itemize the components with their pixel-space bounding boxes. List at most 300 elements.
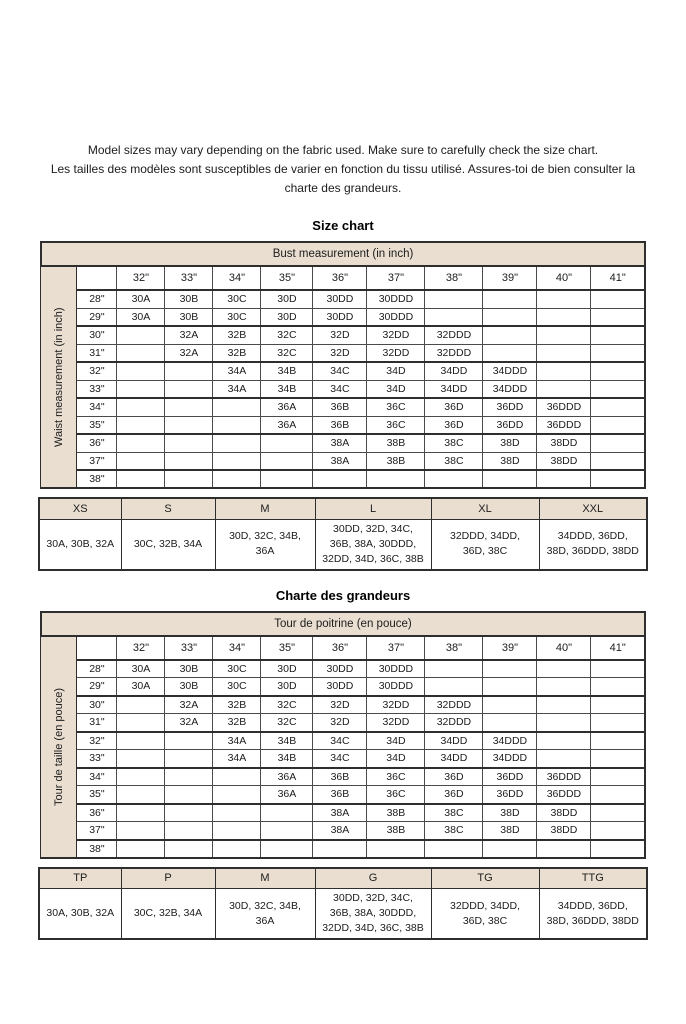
bra-size-cell	[213, 452, 261, 470]
bra-size-cell	[591, 750, 645, 768]
bust-measurement-header: Bust measurement (in inch)	[41, 242, 645, 266]
bra-size-cell: 34DD	[425, 380, 483, 398]
size-values-cell: 32DDD, 34DD, 36D, 38C	[431, 519, 539, 570]
bust-column-header: 40"	[537, 266, 591, 290]
matrix-row	[41, 714, 645, 732]
bra-size-cell: 30A	[117, 290, 165, 308]
notice-text-fr: Les tailles des modèles sont susceptibles de varier en fonction du tissu utilisé. Assures-toi de bien consulter la charte des grandeurs.	[50, 162, 636, 195]
bra-size-cell: 30DD	[313, 678, 367, 696]
bra-size-cell: 30B	[165, 308, 213, 326]
bra-size-cell: 30D	[261, 678, 313, 696]
bra-size-cell	[591, 660, 645, 678]
bust-column-header: 32"	[117, 266, 165, 290]
bust-column-header: 36"	[313, 266, 367, 290]
bust-waist-table-fr	[40, 611, 646, 859]
bra-size-cell	[165, 804, 213, 822]
bra-size-cell	[213, 434, 261, 452]
matrix-row	[41, 398, 645, 416]
size-label-header: L	[315, 498, 431, 519]
bra-size-cell	[425, 840, 483, 858]
bra-size-cell: 30A	[117, 678, 165, 696]
bra-size-cell	[591, 308, 645, 326]
bra-size-cell	[117, 732, 165, 750]
bust-column-header: 36"	[313, 636, 367, 660]
bra-size-cell	[425, 470, 483, 488]
waist-row-label: 34"	[77, 398, 117, 416]
matrix-column-header-row	[41, 636, 645, 660]
bra-size-cell	[117, 804, 165, 822]
bra-size-cell: 32A	[165, 326, 213, 344]
bra-size-cell	[117, 434, 165, 452]
bra-size-cell	[261, 434, 313, 452]
bra-size-cell: 38A	[313, 452, 367, 470]
matrix-header-row	[41, 612, 645, 636]
bust-column-header: 35"	[261, 636, 313, 660]
bra-size-cell	[537, 290, 591, 308]
bra-size-cell	[117, 362, 165, 380]
size-values-cell: 30D, 32C, 34B, 36A	[215, 519, 315, 570]
bra-size-cell: 36DDD	[537, 398, 591, 416]
bra-size-cell	[117, 786, 165, 804]
bra-size-cell	[591, 290, 645, 308]
bust-column-header: 39"	[483, 636, 537, 660]
bra-size-cell: 30DD	[313, 290, 367, 308]
bra-size-cell	[537, 380, 591, 398]
waist-row-label: 28"	[77, 290, 117, 308]
bra-size-cell: 32D	[313, 696, 367, 714]
bra-size-cell	[117, 750, 165, 768]
bra-size-cell: 36D	[425, 398, 483, 416]
bra-size-cell: 34DD	[425, 750, 483, 768]
bra-size-cell	[591, 786, 645, 804]
bra-size-cell: 38C	[425, 434, 483, 452]
bra-size-cell	[117, 344, 165, 362]
size-label-header: XXL	[539, 498, 647, 519]
waist-row-label: 33"	[77, 750, 117, 768]
matrix-row	[41, 696, 645, 714]
matrix-row	[41, 380, 645, 398]
bra-size-cell	[117, 822, 165, 840]
bra-size-cell	[537, 732, 591, 750]
bra-size-cell	[165, 732, 213, 750]
matrix-row	[41, 416, 645, 434]
bra-size-cell: 36DDD	[537, 768, 591, 786]
bra-size-cell	[117, 416, 165, 434]
waist-row-label: 29"	[77, 308, 117, 326]
bra-size-cell	[165, 434, 213, 452]
bra-size-cell: 30D	[261, 290, 313, 308]
matrix-row	[41, 452, 645, 470]
bust-column-header: 40"	[537, 636, 591, 660]
bra-size-cell: 34D	[367, 380, 425, 398]
bra-size-cell	[591, 678, 645, 696]
matrix-row	[41, 768, 645, 786]
bra-size-cell: 36A	[261, 398, 313, 416]
matrix-row	[41, 326, 645, 344]
bust-column-header: 38"	[425, 636, 483, 660]
waist-row-label: 37"	[77, 452, 117, 470]
matrix-row	[41, 822, 645, 840]
waist-row-label: 32"	[77, 732, 117, 750]
bra-size-cell: 34B	[261, 732, 313, 750]
bra-size-cell: 34DDD	[483, 380, 537, 398]
bra-size-cell	[591, 398, 645, 416]
bra-size-cell: 38DD	[537, 452, 591, 470]
matrix-row	[41, 660, 645, 678]
bra-size-cell: 36DD	[483, 786, 537, 804]
bra-size-cell: 38C	[425, 822, 483, 840]
bra-size-cell: 36A	[261, 416, 313, 434]
bra-size-cell: 36B	[313, 398, 367, 416]
bra-size-cell: 34D	[367, 732, 425, 750]
bra-size-cell: 34C	[313, 362, 367, 380]
waist-row-label: 38"	[77, 470, 117, 488]
bra-size-cell: 36A	[261, 768, 313, 786]
waist-row-label: 31"	[77, 714, 117, 732]
waist-row-label: 36"	[77, 804, 117, 822]
size-label-header: TTG	[539, 868, 647, 889]
bra-size-cell	[367, 470, 425, 488]
matrix-row	[41, 750, 645, 768]
corner-cell	[77, 266, 117, 290]
bra-size-cell: 36C	[367, 398, 425, 416]
bra-size-cell: 30B	[165, 678, 213, 696]
bra-size-cell: 34B	[261, 362, 313, 380]
bra-size-cell: 36D	[425, 768, 483, 786]
bra-size-cell: 34DD	[425, 362, 483, 380]
bra-size-cell: 34C	[313, 732, 367, 750]
bra-size-cell: 32DDD	[425, 696, 483, 714]
bra-size-cell	[165, 750, 213, 768]
bra-size-cell	[591, 362, 645, 380]
waist-row-label: 38"	[77, 840, 117, 858]
bra-size-cell: 38D	[483, 822, 537, 840]
bra-size-cell: 36B	[313, 416, 367, 434]
bra-size-cell: 34B	[261, 750, 313, 768]
bra-size-cell: 34A	[213, 750, 261, 768]
bust-column-header: 33"	[165, 266, 213, 290]
bra-size-cell: 30DD	[313, 308, 367, 326]
bra-size-cell: 38D	[483, 434, 537, 452]
bust-column-header: 35"	[261, 266, 313, 290]
bra-size-cell: 32D	[313, 326, 367, 344]
size-label-header: TG	[431, 868, 539, 889]
bra-size-cell	[591, 696, 645, 714]
bra-size-cell: 38A	[313, 804, 367, 822]
bra-size-cell	[537, 714, 591, 732]
bra-size-cell: 34DDD	[483, 732, 537, 750]
bra-size-cell	[213, 786, 261, 804]
bust-measurement-header: Tour de poitrine (en pouce)	[41, 612, 645, 636]
bra-size-cell: 30B	[165, 660, 213, 678]
bra-size-cell: 38B	[367, 822, 425, 840]
bra-size-cell	[313, 470, 367, 488]
bra-size-cell: 36DD	[483, 768, 537, 786]
bra-size-cell: 32B	[213, 344, 261, 362]
bra-size-cell: 34DDD	[483, 362, 537, 380]
bra-size-cell	[591, 326, 645, 344]
bra-size-cell: 38B	[367, 804, 425, 822]
bra-size-cell	[537, 362, 591, 380]
bra-size-cell	[117, 840, 165, 858]
bra-size-cell	[165, 470, 213, 488]
size-values-cell: 34DDD, 36DD, 38D, 36DDD, 38DD	[539, 519, 647, 570]
matrix-row	[41, 678, 645, 696]
bra-size-cell: 34A	[213, 362, 261, 380]
bra-size-cell	[537, 660, 591, 678]
bra-size-cell	[591, 822, 645, 840]
bra-size-cell: 38A	[313, 822, 367, 840]
size-label-header: XS	[39, 498, 121, 519]
bra-size-cell: 34C	[313, 750, 367, 768]
section-title-fr: Charte des grandeurs	[275, 587, 411, 603]
bra-size-cell: 36DDD	[537, 416, 591, 434]
bra-size-cell	[591, 804, 645, 822]
bra-size-cell	[483, 470, 537, 488]
bra-size-cell	[213, 398, 261, 416]
bra-size-cell	[591, 840, 645, 858]
bra-size-cell: 32DDD	[425, 326, 483, 344]
bra-size-cell	[483, 660, 537, 678]
size-label-header: M	[215, 868, 315, 889]
waist-row-label: 35"	[77, 416, 117, 434]
bust-waist-table-en	[40, 241, 646, 489]
bra-size-cell: 32B	[213, 326, 261, 344]
matrix-header-row	[41, 242, 645, 266]
bra-size-cell: 36D	[425, 786, 483, 804]
size-values-cell: 32DDD, 34DD, 36D, 38C	[431, 889, 539, 940]
matrix-row	[41, 344, 645, 362]
size-values-cell: 30DD, 32D, 34C, 36B, 38A, 30DDD, 32DD, 34D, 36C, 38B	[315, 519, 431, 570]
bra-size-cell	[213, 416, 261, 434]
bra-size-cell: 38C	[425, 804, 483, 822]
bra-size-cell	[537, 344, 591, 362]
bra-size-cell: 32B	[213, 714, 261, 732]
bra-size-cell	[117, 398, 165, 416]
bust-column-header: 37"	[367, 266, 425, 290]
bra-size-cell	[117, 326, 165, 344]
bra-size-cell: 38DD	[537, 804, 591, 822]
size-values-cell: 30D, 32C, 34B, 36A	[215, 889, 315, 940]
bra-size-cell	[261, 822, 313, 840]
bra-size-cell	[591, 434, 645, 452]
bust-column-header: 41"	[591, 266, 645, 290]
bra-size-cell	[537, 678, 591, 696]
bra-size-cell: 38B	[367, 452, 425, 470]
bra-size-cell	[483, 326, 537, 344]
size-values-cell: 30C, 32B, 34A	[121, 889, 215, 940]
bra-size-cell	[165, 416, 213, 434]
bra-size-cell	[313, 840, 367, 858]
bra-size-cell: 32A	[165, 344, 213, 362]
bra-size-cell: 36C	[367, 416, 425, 434]
bra-size-cell	[213, 768, 261, 786]
bra-size-cell	[165, 380, 213, 398]
bra-size-cell: 30DDD	[367, 660, 425, 678]
bra-size-cell: 36C	[367, 786, 425, 804]
bra-size-cell	[537, 750, 591, 768]
waist-row-label: 30"	[77, 326, 117, 344]
bra-size-cell	[591, 470, 645, 488]
bust-column-header: 32"	[117, 636, 165, 660]
bra-size-cell: 34A	[213, 380, 261, 398]
bra-size-cell	[537, 308, 591, 326]
notice	[0, 0, 686, 198]
matrix-row	[41, 786, 645, 804]
bra-size-cell: 36C	[367, 768, 425, 786]
bra-size-cell: 32DDD	[425, 344, 483, 362]
bra-size-cell: 32C	[261, 696, 313, 714]
bust-column-header: 33"	[165, 636, 213, 660]
waist-row-label: 36"	[77, 434, 117, 452]
size-values-cell: 30A, 30B, 32A	[39, 889, 121, 940]
matrix-row	[41, 732, 645, 750]
bra-size-cell	[117, 714, 165, 732]
matrix-row	[41, 840, 645, 858]
bra-size-cell: 32A	[165, 696, 213, 714]
bra-size-cell	[425, 660, 483, 678]
bra-size-cell	[117, 768, 165, 786]
size-label-header: M	[215, 498, 315, 519]
bra-size-cell	[261, 840, 313, 858]
bra-size-cell	[483, 308, 537, 326]
bra-size-cell	[117, 452, 165, 470]
size-label-header: P	[121, 868, 215, 889]
corner-cell	[77, 636, 117, 660]
waist-row-label: 31"	[77, 344, 117, 362]
letter-size-table-fr	[38, 867, 648, 941]
bra-size-cell	[165, 362, 213, 380]
bust-column-header: 34"	[213, 636, 261, 660]
size-label-header: TP	[39, 868, 121, 889]
waist-row-label: 34"	[77, 768, 117, 786]
bra-size-cell	[367, 840, 425, 858]
size-values-cell: 30DD, 32D, 34C, 36B, 38A, 30DDD, 32DD, 34D, 36C, 38B	[315, 889, 431, 940]
bra-size-cell: 30DDD	[367, 678, 425, 696]
size-values-row	[39, 519, 647, 570]
bra-size-cell: 34A	[213, 732, 261, 750]
bra-size-cell	[117, 696, 165, 714]
section-size-chart-en	[0, 218, 686, 571]
section-size-chart-fr	[0, 588, 686, 941]
size-label-header: XL	[431, 498, 539, 519]
bra-size-cell	[591, 768, 645, 786]
size-label-header: G	[315, 868, 431, 889]
bra-size-cell	[483, 678, 537, 696]
bra-size-cell	[591, 452, 645, 470]
letter-size-table-en	[38, 497, 648, 571]
matrix-row	[41, 362, 645, 380]
waist-row-label: 37"	[77, 822, 117, 840]
bust-column-header: 37"	[367, 636, 425, 660]
bra-size-cell	[261, 452, 313, 470]
bra-size-cell: 30A	[117, 308, 165, 326]
bra-size-cell	[537, 696, 591, 714]
size-values-cell: 34DDD, 36DD, 38D, 36DDD, 38DD	[539, 889, 647, 940]
bra-size-cell: 36A	[261, 786, 313, 804]
bust-column-header: 34"	[213, 266, 261, 290]
bra-size-cell	[213, 840, 261, 858]
bra-size-cell: 34C	[313, 380, 367, 398]
bra-size-cell	[165, 768, 213, 786]
bra-size-cell	[213, 822, 261, 840]
bra-size-cell	[483, 840, 537, 858]
bra-size-cell: 38A	[313, 434, 367, 452]
waist-row-label: 30"	[77, 696, 117, 714]
bra-size-cell: 30C	[213, 308, 261, 326]
bra-size-cell: 32D	[313, 344, 367, 362]
bra-size-cell	[165, 452, 213, 470]
size-label-header: S	[121, 498, 215, 519]
bra-size-cell	[425, 308, 483, 326]
bra-size-cell	[537, 326, 591, 344]
bra-size-cell	[425, 678, 483, 696]
bra-size-cell: 32C	[261, 344, 313, 362]
bra-size-cell: 38C	[425, 452, 483, 470]
bra-size-cell: 36B	[313, 768, 367, 786]
bust-column-header: 39"	[483, 266, 537, 290]
bra-size-cell: 36D	[425, 416, 483, 434]
bra-size-cell: 36DD	[483, 416, 537, 434]
bra-size-cell	[165, 786, 213, 804]
bra-size-cell: 34D	[367, 362, 425, 380]
matrix-row	[41, 804, 645, 822]
bra-size-cell	[425, 290, 483, 308]
bra-size-cell: 36DDD	[537, 786, 591, 804]
bra-size-cell	[261, 470, 313, 488]
bra-size-cell: 36B	[313, 786, 367, 804]
bra-size-cell	[165, 398, 213, 416]
bra-size-cell: 36DD	[483, 398, 537, 416]
bra-size-cell: 38DD	[537, 434, 591, 452]
bra-size-cell: 34DDD	[483, 750, 537, 768]
bra-size-cell: 34DD	[425, 732, 483, 750]
matrix-row	[41, 290, 645, 308]
bra-size-cell	[261, 804, 313, 822]
section-title-en: Size chart	[312, 218, 374, 233]
bra-size-cell: 30DD	[313, 660, 367, 678]
bra-size-cell: 30D	[261, 660, 313, 678]
bra-size-cell: 38D	[483, 452, 537, 470]
bra-size-cell: 32DD	[367, 326, 425, 344]
size-header-row	[39, 498, 647, 519]
bra-size-cell: 32C	[261, 714, 313, 732]
bra-size-cell: 32DD	[367, 344, 425, 362]
bra-size-cell: 30D	[261, 308, 313, 326]
bra-size-cell: 30B	[165, 290, 213, 308]
bra-size-cell: 30C	[213, 660, 261, 678]
size-values-cell: 30A, 30B, 32A	[39, 519, 121, 570]
waist-row-label: 29"	[77, 678, 117, 696]
bra-size-cell: 30DDD	[367, 308, 425, 326]
matrix-row	[41, 470, 645, 488]
bra-size-cell: 32D	[313, 714, 367, 732]
bra-size-cell	[483, 290, 537, 308]
size-values-row	[39, 889, 647, 940]
bra-size-cell: 30A	[117, 660, 165, 678]
bust-column-header: 38"	[425, 266, 483, 290]
bra-size-cell	[165, 840, 213, 858]
waist-row-label: 33"	[77, 380, 117, 398]
bra-size-cell	[591, 380, 645, 398]
bra-size-cell	[117, 380, 165, 398]
bust-column-header: 41"	[591, 636, 645, 660]
bra-size-cell	[591, 732, 645, 750]
bra-size-cell: 38DD	[537, 822, 591, 840]
bra-size-cell: 38B	[367, 434, 425, 452]
bra-size-cell	[483, 344, 537, 362]
matrix-row	[41, 308, 645, 326]
